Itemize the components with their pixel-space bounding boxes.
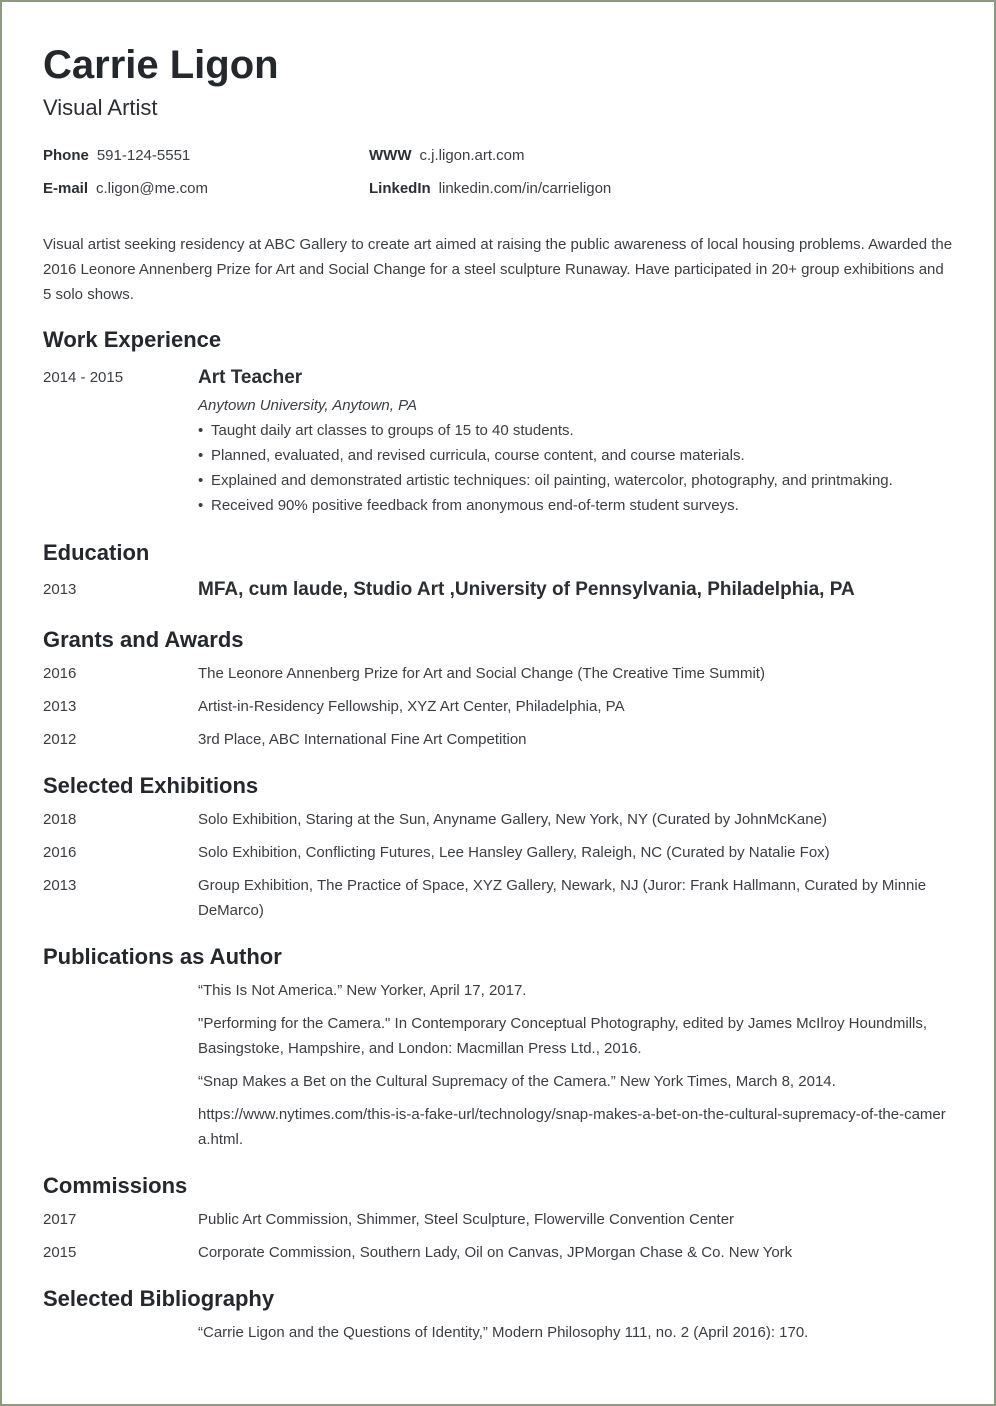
- job-bullet: • Explained and demonstrated artistic techniques: oil painting, watercolor, photography, and printmaking.: [198, 468, 955, 493]
- commission-text: Corporate Commission, Southern Lady, Oil on Canvas, JPMorgan Chase & Co. New York: [198, 1244, 793, 1261]
- award-year: 2016: [43, 665, 77, 682]
- exhibition-entry: [43, 807, 955, 832]
- job-years: 2014 - 2015: [43, 369, 124, 386]
- publication-text: https://www.nytimes.com/this-is-a-fake-url/technology/snap-makes-a-bet-on-the-cultural-supremacy-of-the-camera.html.: [198, 1106, 946, 1148]
- job-bullets: [198, 418, 955, 518]
- job-entry: [43, 365, 955, 525]
- contact-email: [43, 178, 208, 200]
- award-entry: [43, 727, 955, 752]
- contact-linkedin: [369, 178, 611, 200]
- award-text: Artist-in-Residency Fellowship, XYZ Art Center, Philadelphia, PA: [198, 698, 625, 715]
- commission-year: 2015: [43, 1244, 77, 1261]
- section-heading-commissions: Commissions: [43, 1173, 188, 1198]
- section-heading-bibliography: Selected Bibliography: [43, 1286, 275, 1311]
- section-heading-publications: Publications as Author: [43, 944, 282, 969]
- exhibition-year: 2018: [43, 811, 77, 828]
- job-title: Art Teacher: [198, 367, 303, 388]
- publication-entry: [43, 1011, 955, 1061]
- section-heading-education: Education: [43, 540, 150, 565]
- exhibition-text: Solo Exhibition, Staring at the Sun, Anyname Gallery, New York, NY (Curated by JohnMcKane): [198, 811, 827, 828]
- contact-label: WWW: [369, 147, 412, 164]
- publication-entry: [43, 1069, 955, 1094]
- award-year: 2013: [43, 698, 77, 715]
- commission-entry: [43, 1240, 955, 1265]
- award-text: 3rd Place, ABC International Fine Art Competition: [198, 731, 527, 748]
- publication-entry: [43, 1102, 955, 1152]
- education-entry: [43, 577, 955, 602]
- section-heading-awards: Grants and Awards: [43, 627, 244, 652]
- bibliography-entry: [43, 1320, 955, 1345]
- award-year: 2012: [43, 731, 77, 748]
- job-details: [198, 365, 955, 518]
- contact-value: 591-124-5551: [96, 147, 191, 164]
- contact-phone: [43, 145, 190, 167]
- exhibition-entry: [43, 840, 955, 865]
- award-entry: [43, 661, 955, 686]
- job-bullet: • Received 90% positive feedback from anonymous end-of-term student surveys.: [198, 493, 955, 518]
- award-entry: [43, 694, 955, 719]
- publication-entry: [43, 978, 955, 1003]
- exhibition-year: 2013: [43, 877, 77, 894]
- contact-label: Phone: [43, 147, 89, 164]
- education-year: 2013: [43, 581, 77, 598]
- commission-year: 2017: [43, 1211, 77, 1228]
- exhibition-text: Group Exhibition, The Practice of Space, XYZ Gallery, Newark, NJ (Juror: Frank Hallmann, Curated by Minnie DeMarco): [198, 877, 927, 919]
- exhibition-entry: [43, 873, 955, 923]
- commission-text: Public Art Commission, Shimmer, Steel Sculpture, Flowerville Convention Center: [198, 1211, 735, 1228]
- publication-text: “This Is Not America.” New Yorker, April 17, 2017.: [198, 982, 527, 999]
- contact-label: E-mail: [43, 180, 89, 197]
- job-bullet: • Taught daily art classes to groups of 15 to 40 students.: [198, 418, 955, 443]
- contact-value: linkedin.com/in/carrieligon: [438, 180, 612, 197]
- education-degree: MFA, cum laude, Studio Art ,University of Pennsylvania, Philadelphia, PA: [198, 579, 855, 600]
- exhibition-text: Solo Exhibition, Conflicting Futures, Lee Hansley Gallery, Raleigh, NC (Curated by Natalie Fox): [198, 844, 830, 861]
- contact-block: [43, 145, 955, 205]
- exhibition-year: 2016: [43, 844, 77, 861]
- section-heading-exhibitions: Selected Exhibitions: [43, 773, 259, 798]
- contact-value: c.j.ligon.art.com: [419, 147, 525, 164]
- contact-value: c.ligon@me.com: [96, 180, 208, 197]
- job-place: Anytown University, Anytown, PA: [198, 397, 417, 414]
- bibliography-text: “Carrie Ligon and the Questions of Identity,” Modern Philosophy 111, no. 2 (April 2016): 170.: [198, 1324, 809, 1341]
- award-text: The Leonore Annenberg Prize for Art and Social Change (The Creative Time Summit): [198, 665, 765, 682]
- contact-label: LinkedIn: [369, 180, 431, 197]
- commission-entry: [43, 1207, 955, 1232]
- candidate-name: Carrie Ligon: [43, 43, 279, 87]
- section-heading-work: Work Experience: [43, 327, 222, 352]
- contact-www: [369, 145, 525, 167]
- job-bullet: • Planned, evaluated, and revised curricula, course content, and course materials.: [198, 443, 955, 468]
- summary-paragraph: Visual artist seeking residency at ABC Gallery to create art aimed at raising the public awareness of local housing problems. Awarded the 2016 Leonore Annenberg Prize for Art and Social Change for a steel sculpture Runaway. Have participated in 20+ group exhibitions and 5 solo shows.: [43, 236, 953, 303]
- publication-text: “Snap Makes a Bet on the Cultural Supremacy of the Camera.” New York Times, March 8, 2014.: [198, 1073, 836, 1090]
- publication-text: "Performing for the Camera." In Contemporary Conceptual Photography, edited by James McIlroy Houndmills, Basingstoke, Hampshire, and London: Macmillan Press Ltd., 2016.: [198, 1015, 928, 1057]
- candidate-title: Visual Artist: [43, 95, 158, 120]
